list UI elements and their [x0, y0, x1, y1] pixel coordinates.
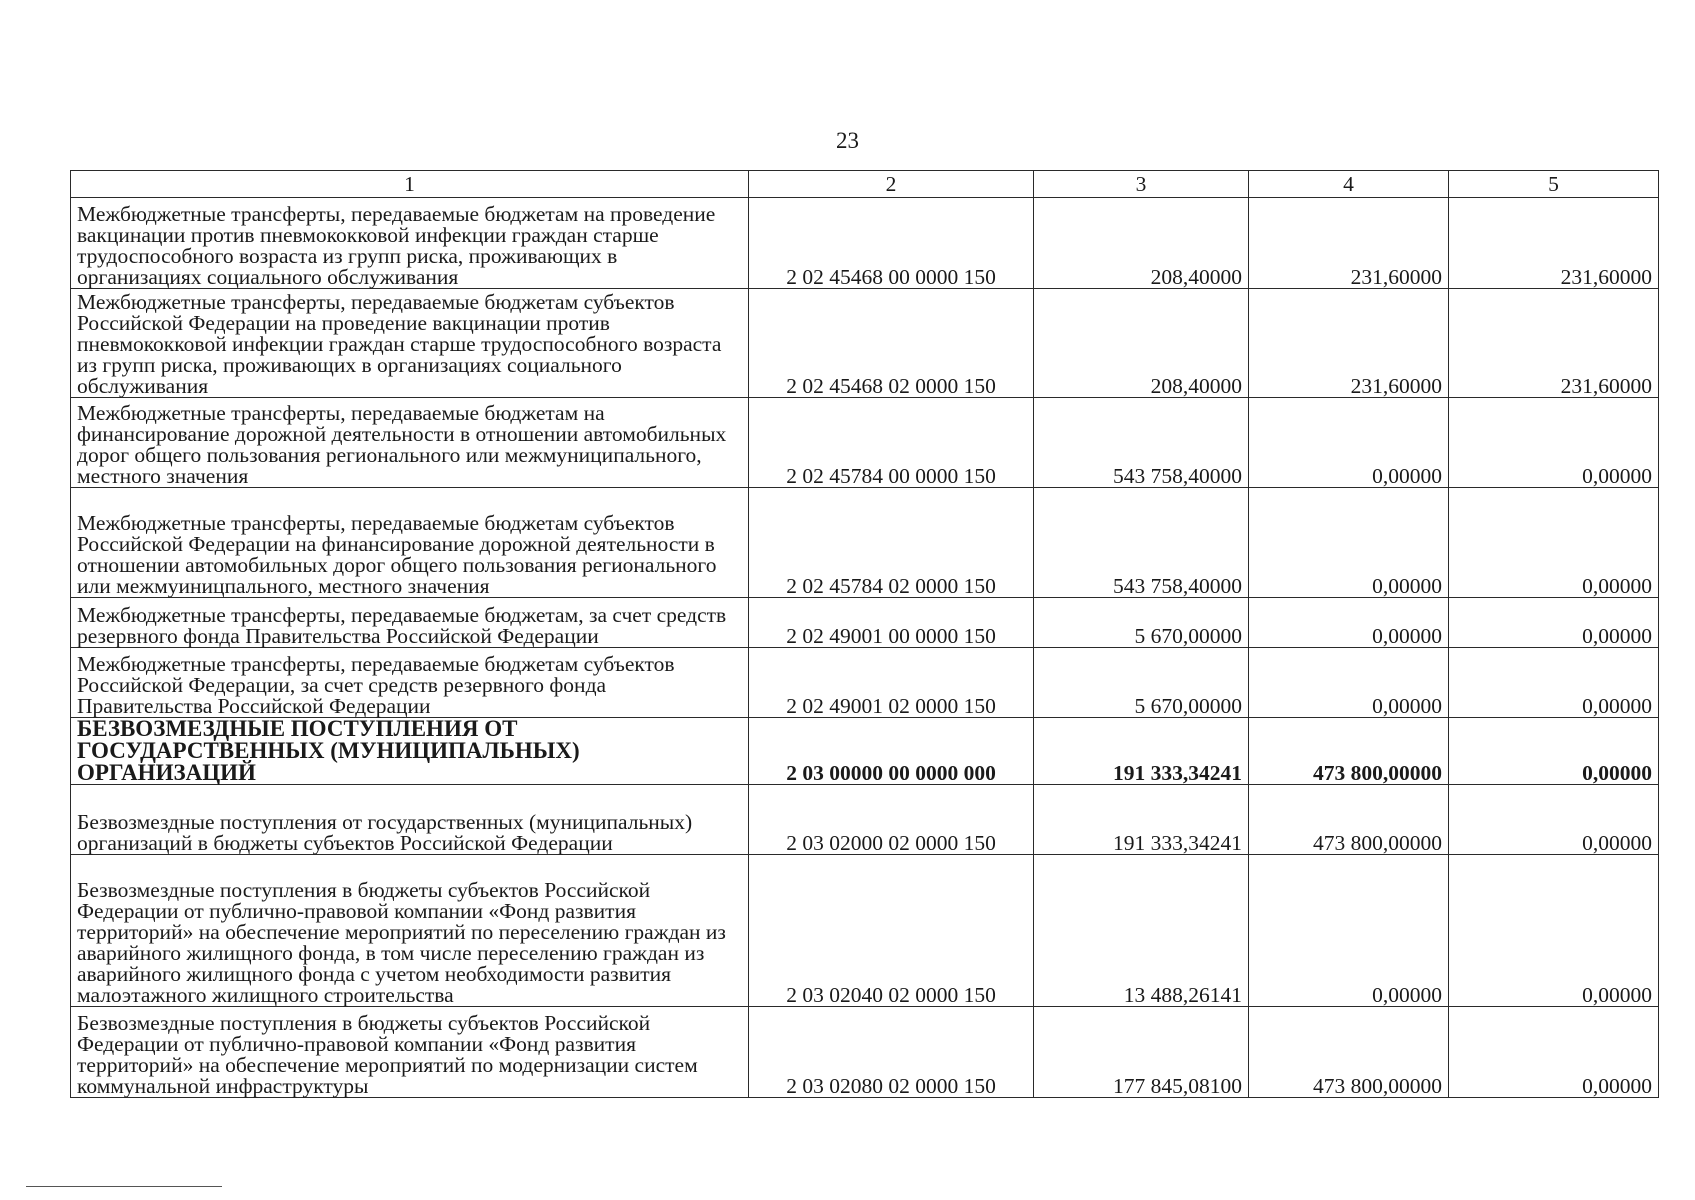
row-value-col4: 0,00000: [1249, 398, 1449, 488]
table-row: [71, 648, 1659, 718]
row-value-col3: 543 758,40000: [1034, 488, 1249, 598]
row-value-col3: 5 670,00000: [1034, 648, 1249, 718]
row-value-col3: 177 845,08100: [1034, 1007, 1249, 1098]
row-value-col5: 231,60000: [1449, 198, 1659, 289]
row-value-col5: 0,00000: [1449, 488, 1659, 598]
row-name: Межбюджетные трансферты, передаваемые бюджетам субъектов Российской Федерации на проведение вакцинации против пневмококковой инфекции граждан старше трудоспособного возраста из групп риска, проживающих в организациях социального обслуживания: [71, 289, 749, 398]
row-code: 2 02 45468 02 0000 150: [749, 289, 1034, 398]
row-code: 2 02 45468 00 0000 150: [749, 198, 1034, 289]
row-code: 2 03 02080 02 0000 150: [749, 1007, 1034, 1098]
row-value-col3: 543 758,40000: [1034, 398, 1249, 488]
column-header: 5: [1449, 171, 1659, 198]
row-value-col3: 191 333,34241: [1034, 785, 1249, 855]
budget-table: [70, 170, 1659, 1098]
row-name: Межбюджетные трансферты, передаваемые бюджетам на проведение вакцинации против пневмококковой инфекции граждан старше трудоспособного возраста из групп риска, проживающих в организациях социального обслуживания: [71, 198, 749, 289]
row-value-col5: 0,00000: [1449, 785, 1659, 855]
column-header: 3: [1034, 171, 1249, 198]
row-value-col5: 0,00000: [1449, 718, 1659, 785]
row-code: 2 03 00000 00 0000 000: [749, 718, 1034, 785]
table-row: [71, 785, 1659, 855]
row-value-col4: 0,00000: [1249, 598, 1449, 648]
table-row: [71, 198, 1659, 289]
table-row: [71, 855, 1659, 1007]
row-value-col5: 0,00000: [1449, 598, 1659, 648]
column-header: 2: [749, 171, 1034, 198]
row-value-col4: 0,00000: [1249, 488, 1449, 598]
row-name: Межбюджетные трансферты, передаваемые бюджетам субъектов Российской Федерации на финансирование дорожной деятельности в отношении автомобильных дорог общего пользования регионального или межмуиницпального, местного значения: [71, 488, 749, 598]
header-row: [71, 171, 1659, 198]
row-value-col4: 473 800,00000: [1249, 718, 1449, 785]
row-value-col5: 0,00000: [1449, 1007, 1659, 1098]
row-name: Безвозмездные поступления от государственных (муниципальных) организаций в бюджеты субъектов Российской Федерации: [71, 785, 749, 855]
row-code: 2 02 49001 02 0000 150: [749, 648, 1034, 718]
row-value-col5: 0,00000: [1449, 398, 1659, 488]
row-name: БЕЗВОЗМЕЗДНЫЕ ПОСТУПЛЕНИЯ ОТ ГОСУДАРСТВЕННЫХ (МУНИЦИПАЛЬНЫХ) ОРГАНИЗАЦИЙ: [71, 718, 749, 785]
row-value-col3: 5 670,00000: [1034, 598, 1249, 648]
row-value-col5: 0,00000: [1449, 855, 1659, 1007]
row-code: 2 03 02000 02 0000 150: [749, 785, 1034, 855]
row-value-col3: 208,40000: [1034, 198, 1249, 289]
row-value-col4: 0,00000: [1249, 855, 1449, 1007]
table-row: [71, 289, 1659, 398]
row-code: 2 03 02040 02 0000 150: [749, 855, 1034, 1007]
row-value-col4: 473 800,00000: [1249, 785, 1449, 855]
column-header: 4: [1249, 171, 1449, 198]
table-row: [71, 398, 1659, 488]
row-name: Межбюджетные трансферты, передаваемые бюджетам на финансирование дорожной деятельности в отношении автомобильных дорог общего пользования регионального или межмуниципального, местного значения: [71, 398, 749, 488]
table-row: [71, 598, 1659, 648]
footnote-divider: [26, 1186, 222, 1187]
table-row: [71, 488, 1659, 598]
row-value-col5: 0,00000: [1449, 648, 1659, 718]
column-header: 1: [71, 171, 749, 198]
row-name: Безвозмездные поступления в бюджеты субъектов Российской Федерации от публично-правовой компании «Фонд развития территорий» на обеспечение мероприятий по модернизации систем коммунальной инфраструктуры: [71, 1007, 749, 1098]
row-value-col3: 13 488,26141: [1034, 855, 1249, 1007]
row-value-col4: 473 800,00000: [1249, 1007, 1449, 1098]
row-value-col4: 0,00000: [1249, 648, 1449, 718]
row-value-col4: 231,60000: [1249, 289, 1449, 398]
row-name: Межбюджетные трансферты, передаваемые бюджетам субъектов Российской Федерации, за счет средств резервного фонда Правительства Российской Федерации: [71, 648, 749, 718]
row-name: Межбюджетные трансферты, передаваемые бюджетам, за счет средств резервного фонда Правительства Российской Федерации: [71, 598, 749, 648]
row-code: 2 02 49001 00 0000 150: [749, 598, 1034, 648]
row-code: 2 02 45784 02 0000 150: [749, 488, 1034, 598]
row-name: Безвозмездные поступления в бюджеты субъектов Российской Федерации от публично-правовой компании «Фонд развития территорий» на обеспечение мероприятий по переселению граждан из аварийного жилищного фонда, в том числе переселению граждан из аварийного жилищного фонда с учетом необходимости развития малоэтажного жилищного строительства: [71, 855, 749, 1007]
table-row: [71, 1007, 1659, 1098]
page-number: 23: [836, 128, 859, 153]
row-value-col3: 191 333,34241: [1034, 718, 1249, 785]
row-code: 2 02 45784 00 0000 150: [749, 398, 1034, 488]
row-value-col3: 208,40000: [1034, 289, 1249, 398]
table-row-total: [71, 718, 1659, 785]
row-value-col5: 231,60000: [1449, 289, 1659, 398]
row-value-col4: 231,60000: [1249, 198, 1449, 289]
